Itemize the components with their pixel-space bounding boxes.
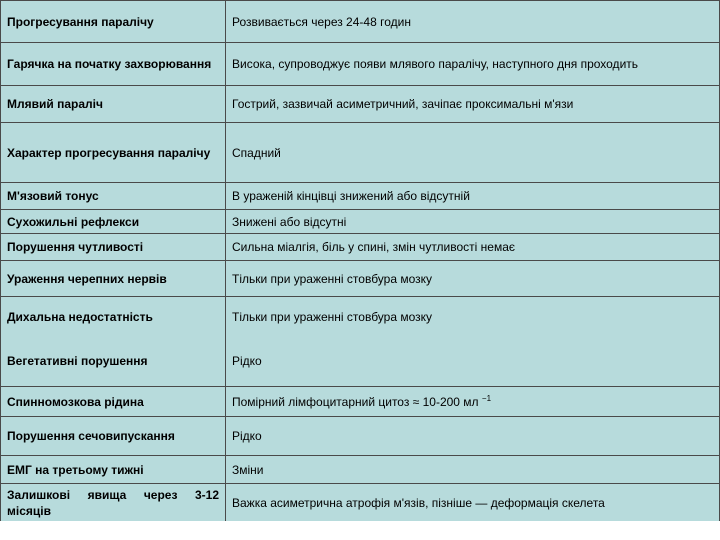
row-value: Сильна міалгія, біль у спині, змін чутливості немає xyxy=(226,234,720,261)
table-row xyxy=(1,210,720,234)
table-row xyxy=(1,1,720,43)
row-value: Гострий, зазвичай асиметричний, зачіпає проксимальні м'язи xyxy=(226,86,720,123)
row-label: ЕМГ на третьому тижні xyxy=(1,456,226,484)
row-label: Дихальна недостатність xyxy=(1,297,226,337)
row-label: Залишкові явища через 3-12 місяців xyxy=(1,484,226,522)
row-value: Важка асиметрична атрофія м'язів, пізніше — деформація скелета xyxy=(226,484,720,522)
row-value: Спадний xyxy=(226,123,720,183)
row-label: М'язовий тонус xyxy=(1,183,226,210)
table-row xyxy=(1,86,720,123)
row-label: Сухожильні рефлекси xyxy=(1,210,226,234)
table-row xyxy=(1,261,720,297)
table-row xyxy=(1,484,720,522)
row-label: Млявий параліч xyxy=(1,86,226,123)
row-label: Спинномозкова рідина xyxy=(1,387,226,417)
row-value: Рідко xyxy=(226,417,720,456)
table-row xyxy=(1,234,720,261)
table-row xyxy=(1,183,720,210)
bottom-margin xyxy=(0,521,720,540)
row-value xyxy=(226,387,720,417)
csf-value-text: Помірний лімфоцитарний цитоз ≈ 10-200 мл xyxy=(232,394,479,409)
table-row xyxy=(1,43,720,86)
row-label: Прогресування паралічу xyxy=(1,1,226,43)
row-label: Характер прогресування паралічу xyxy=(1,123,226,183)
table-row xyxy=(1,297,720,337)
row-label: Вегетативні порушення xyxy=(1,337,226,387)
row-value: Висока, супроводжує появи млявого паралічу, наступного дня проходить xyxy=(226,43,720,86)
row-value: Розвивається через 24-48 годин xyxy=(226,1,720,43)
row-value: Зміни xyxy=(226,456,720,484)
row-label: Порушення сечовипускання xyxy=(1,417,226,456)
table-row xyxy=(1,387,720,417)
table-row xyxy=(1,417,720,456)
unit-superscript: −1 xyxy=(481,393,492,403)
row-value: Рідко xyxy=(226,337,720,387)
table-row xyxy=(1,123,720,183)
row-value: В ураженій кінцівці знижений або відсутній xyxy=(226,183,720,210)
table-row xyxy=(1,456,720,484)
row-label: Гарячка на початку захворювання xyxy=(1,43,226,86)
row-value: Тільки при ураженні стовбура мозку xyxy=(226,261,720,297)
row-value: Тільки при ураженні стовбура мозку xyxy=(226,297,720,337)
row-value: Знижені або відсутні xyxy=(226,210,720,234)
table-row xyxy=(1,337,720,387)
row-label: Порушення чутливості xyxy=(1,234,226,261)
row-label: Ураження черепних нервів xyxy=(1,261,226,297)
